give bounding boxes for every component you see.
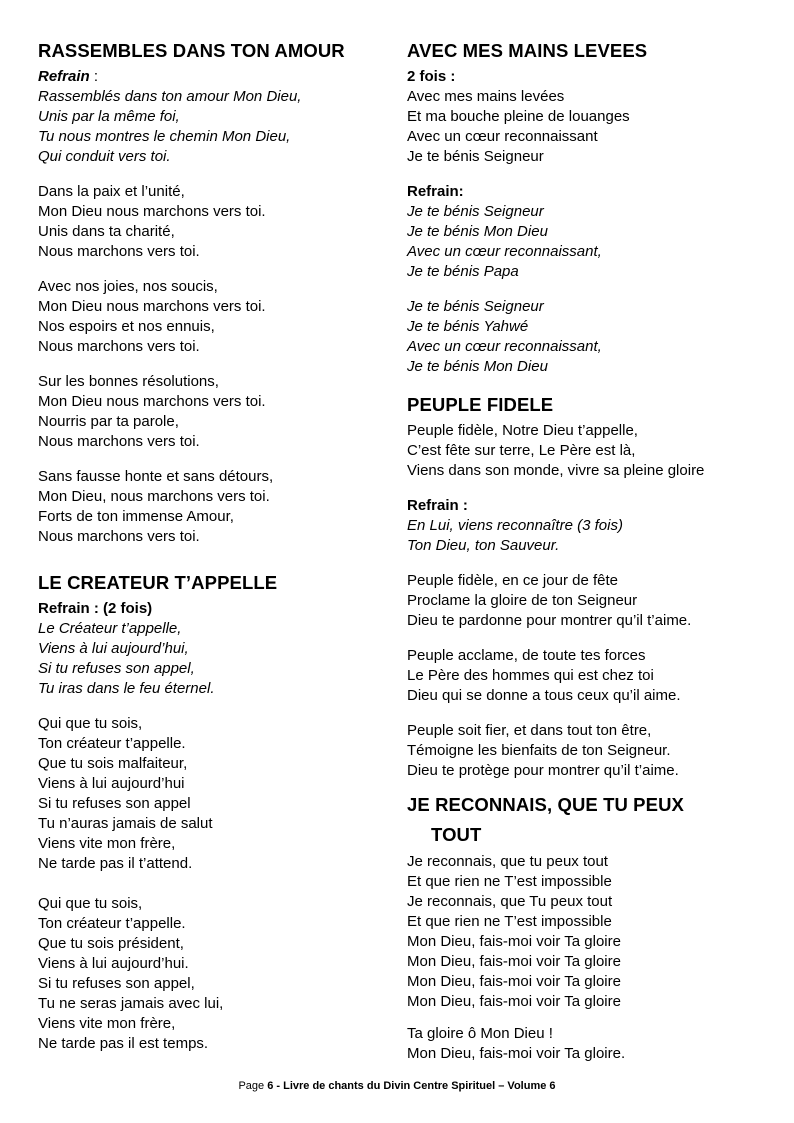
lyric-line: Viens à lui aujourd’hui. [38,955,189,972]
lyric-line: Je reconnais, que tu peux tout [407,853,608,870]
lyric-line: Ton Dieu, ton Sauveur. [407,537,560,554]
verse [38,182,388,262]
refrain-label-line [38,67,388,87]
lyric-line: Ta gloire ô Mon Dieu ! [407,1025,553,1042]
lyric-line: Avec un cœur reconnaissant, [407,243,602,260]
song-le-createur [38,572,388,1054]
song-peuple-fidele [407,394,777,781]
lyric-line: Témoigne les bienfaits de ton Seigneur. [407,742,671,759]
lyric-line: Mon Dieu, fais-moi voir Ta gloire [407,953,621,970]
lyric-line: Dans la paix et l’unité, [38,183,185,200]
lyric-line: C’est fête sur terre, Le Père est là, [407,442,636,459]
intro [407,67,777,167]
lyric-line: Tu n’auras jamais de salut [38,815,213,832]
verse [407,571,777,631]
verse [407,646,777,706]
lyric-line: Qui conduit vers toi. [38,148,171,165]
lyric-line: En Lui, viens reconnaître (3 fois) [407,517,623,534]
song-rassembles [38,40,388,547]
lyric-line: Unis dans ta charité, [38,223,175,240]
lyric-line: Et que rien ne T’est impossible [407,913,612,930]
song-title-line-2: TOUT [431,824,482,845]
song-title: LE CREATEUR T’APPELLE [38,572,278,593]
verse [38,467,388,547]
verse [38,894,388,1054]
page-footer [0,1079,794,1093]
lyric-line: Tu nous montres le chemin Mon Dieu, [38,128,291,145]
lyric-line: Je reconnais, que Tu peux tout [407,893,613,910]
lyric-line: Mon Dieu, fais-moi voir Ta gloire. [407,1045,626,1062]
verse [407,852,777,1012]
footer-prefix: Page [238,1080,268,1092]
lyric-line: Tu iras dans le feu éternel. [38,680,215,697]
lyric-line: Avec un cœur reconnaissant, [407,338,602,355]
lyric-line: Avec un cœur reconnaissant [407,128,598,145]
lyric-line: Le Créateur t’appelle, [38,620,182,637]
song-avec-mes-mains [407,40,777,377]
song-title: RASSEMBLES DANS TON AMOUR [38,40,345,61]
lyric-line: Viens dans son monde, vivre sa pleine gloire [407,462,705,479]
lyric-line: Avec mes mains levées [407,88,565,105]
lyric-line: Nourris par ta parole, [38,413,179,430]
lyric-line: Forts de ton immense Amour, [38,508,234,525]
lyric-line: Ton créateur t’appelle. [38,915,186,932]
verse [38,714,388,874]
lyric-line: Avec nos joies, nos soucis, [38,278,218,295]
lyric-line: Sur les bonnes résolutions, [38,373,219,390]
song-je-reconnais [407,790,777,1064]
refrain-label: Refrain : [407,497,468,514]
lyric-line: Peuple soit fier, et dans tout ton être, [407,722,652,739]
lyric-line: Dieu te pardonne pour montrer qu’il t’aime. [407,612,692,629]
lyric-line: Proclame la gloire de ton Seigneur [407,592,638,609]
lyric-line: Mon Dieu, fais-moi voir Ta gloire [407,973,621,990]
song-title-line-1: JE RECONNAIS, QUE TU PEUX [407,794,684,815]
verse [38,277,388,357]
lyric-line: Je te bénis Yahwé [407,318,529,335]
lyric-line: Et ma bouche pleine de louanges [407,108,630,125]
lyric-line: Mon Dieu, nous marchons vers toi. [38,488,270,505]
verse [407,721,777,781]
song-title: PEUPLE FIDELE [407,394,554,415]
refrain-label: Refrain : (2 fois) [38,600,153,617]
refrain [38,599,388,699]
lyric-line: Mon Dieu, fais-moi voir Ta gloire [407,933,621,950]
lyric-line: Mon Dieu nous marchons vers toi. [38,298,266,315]
refrain-part-2 [407,297,777,377]
lyric-line: Viens vite mon frère, [38,835,176,852]
lyric-line: Nous marchons vers toi. [38,338,200,355]
repeat-label: 2 fois : [407,68,456,85]
footer-book-title: - Livre de chants du Divin Centre Spirituel – Volume 6 [273,1080,556,1092]
lyric-line: Nous marchons vers toi. [38,243,200,260]
lyric-line: Ne tarde pas il est temps. [38,1035,209,1052]
lyric-line: Si tu refuses son appel, [38,660,195,677]
lyric-line: Je te bénis Papa [407,263,519,280]
refrain [407,496,777,556]
lyric-line: Peuple fidèle, Notre Dieu t’appelle, [407,422,638,439]
lyric-line: Je te bénis Seigneur [407,298,544,315]
verse [407,1024,777,1064]
lyric-line: Mon Dieu, fais-moi voir Ta gloire [407,993,621,1010]
lyric-line: Unis par la même foi, [38,108,180,125]
lyric-line: Mon Dieu nous marchons vers toi. [38,393,266,410]
lyric-line: Le Père des hommes qui est chez toi [407,667,654,684]
lyric-line: Je te bénis Seigneur [407,148,544,165]
refrain [407,182,777,282]
lyric-line: Sans fausse honte et sans détours, [38,468,274,485]
refrain-label: Refrain: [407,183,464,200]
lyric-line: Viens à lui aujourd’hui [38,775,185,792]
verse [38,372,388,452]
lyric-line: Si tu refuses son appel, [38,975,195,992]
lyric-line: Nous marchons vers toi. [38,528,200,545]
song-title: AVEC MES MAINS LEVEES [407,40,648,61]
lyric-line: Nous marchons vers toi. [38,433,200,450]
lyric-line: Ton créateur t’appelle. [38,735,186,752]
lyric-line: Peuple fidèle, en ce jour de fête [407,572,618,589]
lyric-line: Mon Dieu nous marchons vers toi. [38,203,266,220]
refrain-label: Refrain [38,68,90,85]
lyric-line: Dieu qui se donne a tous ceux qu’il aime. [407,687,681,704]
lyric-line: Je te bénis Mon Dieu [407,223,548,240]
lyric-line: Viens à lui aujourd’hui, [38,640,189,657]
lyric-line: Je te bénis Seigneur [407,203,544,220]
song-title [407,790,777,850]
lyric-line: Que tu sois président, [38,935,184,952]
lyric-line: Viens vite mon frère, [38,1015,176,1032]
lyric-line: Qui que tu sois, [38,715,143,732]
lyric-line: Tu ne seras jamais avec lui, [38,995,224,1012]
lyric-line: Nos espoirs et nos ennuis, [38,318,215,335]
lyric-line: Peuple acclame, de toute tes forces [407,647,646,664]
lyric-line: Que tu sois malfaiteur, [38,755,188,772]
lyric-line: Si tu refuses son appel [38,795,191,812]
lyric-line: Rassemblés dans ton amour Mon Dieu, [38,88,302,105]
lyric-line: Qui que tu sois, [38,895,143,912]
intro [407,421,777,481]
lyric-line: Je te bénis Mon Dieu [407,358,548,375]
page-number: 6 [267,1080,274,1092]
lyric-line: Et que rien ne T’est impossible [407,873,612,890]
lyric-line: Ne tarde pas il t’attend. [38,855,193,872]
refrain-label-suffix: : [89,68,99,85]
refrain [38,67,388,167]
lyric-line: Dieu te protège pour montrer qu’il t’aime. [407,762,679,779]
